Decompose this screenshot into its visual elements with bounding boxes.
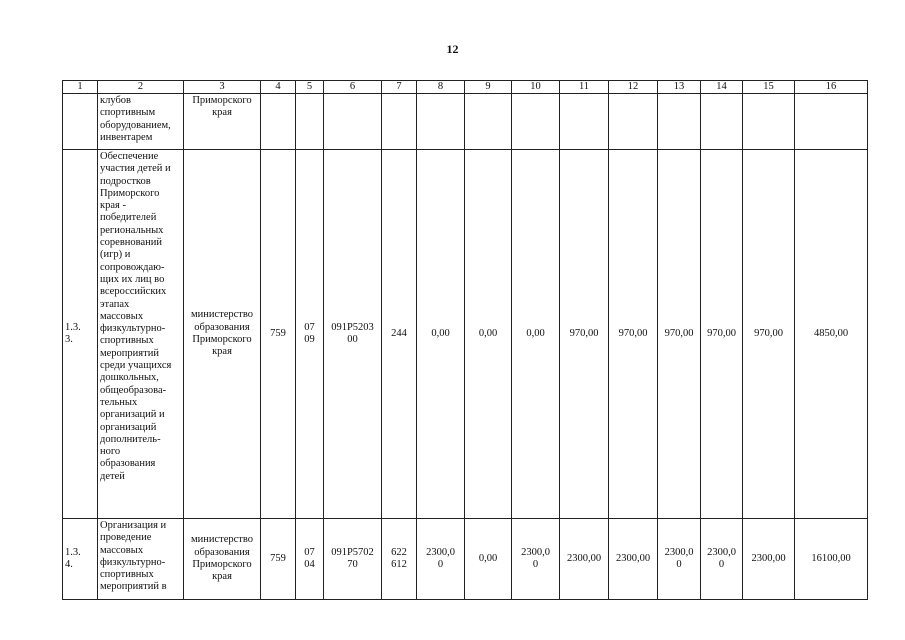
column-number-cell: 6 xyxy=(324,81,382,94)
cell-empty xyxy=(658,94,701,150)
cell-amount: 970,00 xyxy=(609,150,658,519)
cell-empty xyxy=(296,94,324,150)
cell-amount: 2300,0 0 xyxy=(417,519,465,600)
column-number-cell: 15 xyxy=(743,81,795,94)
column-number-row xyxy=(63,81,868,94)
cell-amount: 0,00 xyxy=(465,519,512,600)
cell-empty xyxy=(609,94,658,150)
table-row-continuation xyxy=(63,94,868,150)
cell-event-name: Обеспечение участия детей и подростков Приморского края - победителей региональных соревнований (игр) и сопровождаю- щих их лиц во всероссийских этапах массовых физкультурно- спортивных мероприятий среди учащихся дошкольных, общеобразова- тельных организаций и организаций дополнитель- ного образования детей xyxy=(98,150,184,519)
cell-target-article: 091P5702 70 xyxy=(324,519,382,600)
cell-empty xyxy=(512,94,560,150)
cell-amount: 2300,0 0 xyxy=(512,519,560,600)
cell-amount: 970,00 xyxy=(701,150,743,519)
cell-empty xyxy=(324,94,382,150)
page-number: 12 xyxy=(446,42,459,56)
cell-total: 16100,00 xyxy=(795,519,868,600)
column-number-cell: 4 xyxy=(261,81,296,94)
budget-table xyxy=(62,80,868,600)
cell-empty xyxy=(743,94,795,150)
cell-executor: министерство образования Приморского края xyxy=(184,519,261,600)
cell-event-name: клубов спортивным оборудованием, инвентарем xyxy=(98,94,184,150)
cell-empty xyxy=(417,94,465,150)
cell-empty xyxy=(701,94,743,150)
cell-section-code: 07 04 xyxy=(296,519,324,600)
cell-empty xyxy=(560,94,609,150)
column-number-cell: 3 xyxy=(184,81,261,94)
column-number-cell: 12 xyxy=(609,81,658,94)
column-number-cell: 14 xyxy=(701,81,743,94)
column-number-cell: 10 xyxy=(512,81,560,94)
column-number-cell: 11 xyxy=(560,81,609,94)
cell-amount: 2300,00 xyxy=(560,519,609,600)
cell-empty xyxy=(382,94,417,150)
column-number-cell: 5 xyxy=(296,81,324,94)
cell-empty xyxy=(465,94,512,150)
cell-amount: 0,00 xyxy=(417,150,465,519)
column-number-cell: 1 xyxy=(63,81,98,94)
cell-item-number: 1.3. 3. xyxy=(63,150,98,519)
column-number-cell: 2 xyxy=(98,81,184,94)
column-number-cell: 7 xyxy=(382,81,417,94)
cell-amount: 0,00 xyxy=(512,150,560,519)
table-row-1-3-3 xyxy=(63,150,868,519)
cell-amount: 970,00 xyxy=(743,150,795,519)
cell-total: 4850,00 xyxy=(795,150,868,519)
cell-empty xyxy=(261,94,296,150)
cell-amount: 2300,0 0 xyxy=(701,519,743,600)
cell-grbs-code: 759 xyxy=(261,150,296,519)
table-row-1-3-4 xyxy=(63,519,868,600)
cell-section-code: 07 09 xyxy=(296,150,324,519)
cell-expense-type: 622 612 xyxy=(382,519,417,600)
cell-amount: 970,00 xyxy=(658,150,701,519)
column-number-cell: 16 xyxy=(795,81,868,94)
cell-grbs-code: 759 xyxy=(261,519,296,600)
cell-amount: 2300,00 xyxy=(743,519,795,600)
cell-item-number: 1.3. 4. xyxy=(63,519,98,600)
cell-target-article: 091P5203 00 xyxy=(324,150,382,519)
cell-amount: 970,00 xyxy=(560,150,609,519)
cell-executor: Приморского края xyxy=(184,94,261,150)
cell-expense-type: 244 xyxy=(382,150,417,519)
column-number-cell: 13 xyxy=(658,81,701,94)
cell-executor: министерство образования Приморского края xyxy=(184,150,261,519)
cell-event-name: Организация и проведение массовых физкультурно- спортивных мероприятий в xyxy=(98,519,184,600)
column-number-cell: 9 xyxy=(465,81,512,94)
cell-amount: 2300,0 0 xyxy=(658,519,701,600)
column-number-cell: 8 xyxy=(417,81,465,94)
cell-empty xyxy=(63,94,98,150)
cell-amount: 2300,00 xyxy=(609,519,658,600)
cell-amount: 0,00 xyxy=(465,150,512,519)
cell-empty xyxy=(795,94,868,150)
